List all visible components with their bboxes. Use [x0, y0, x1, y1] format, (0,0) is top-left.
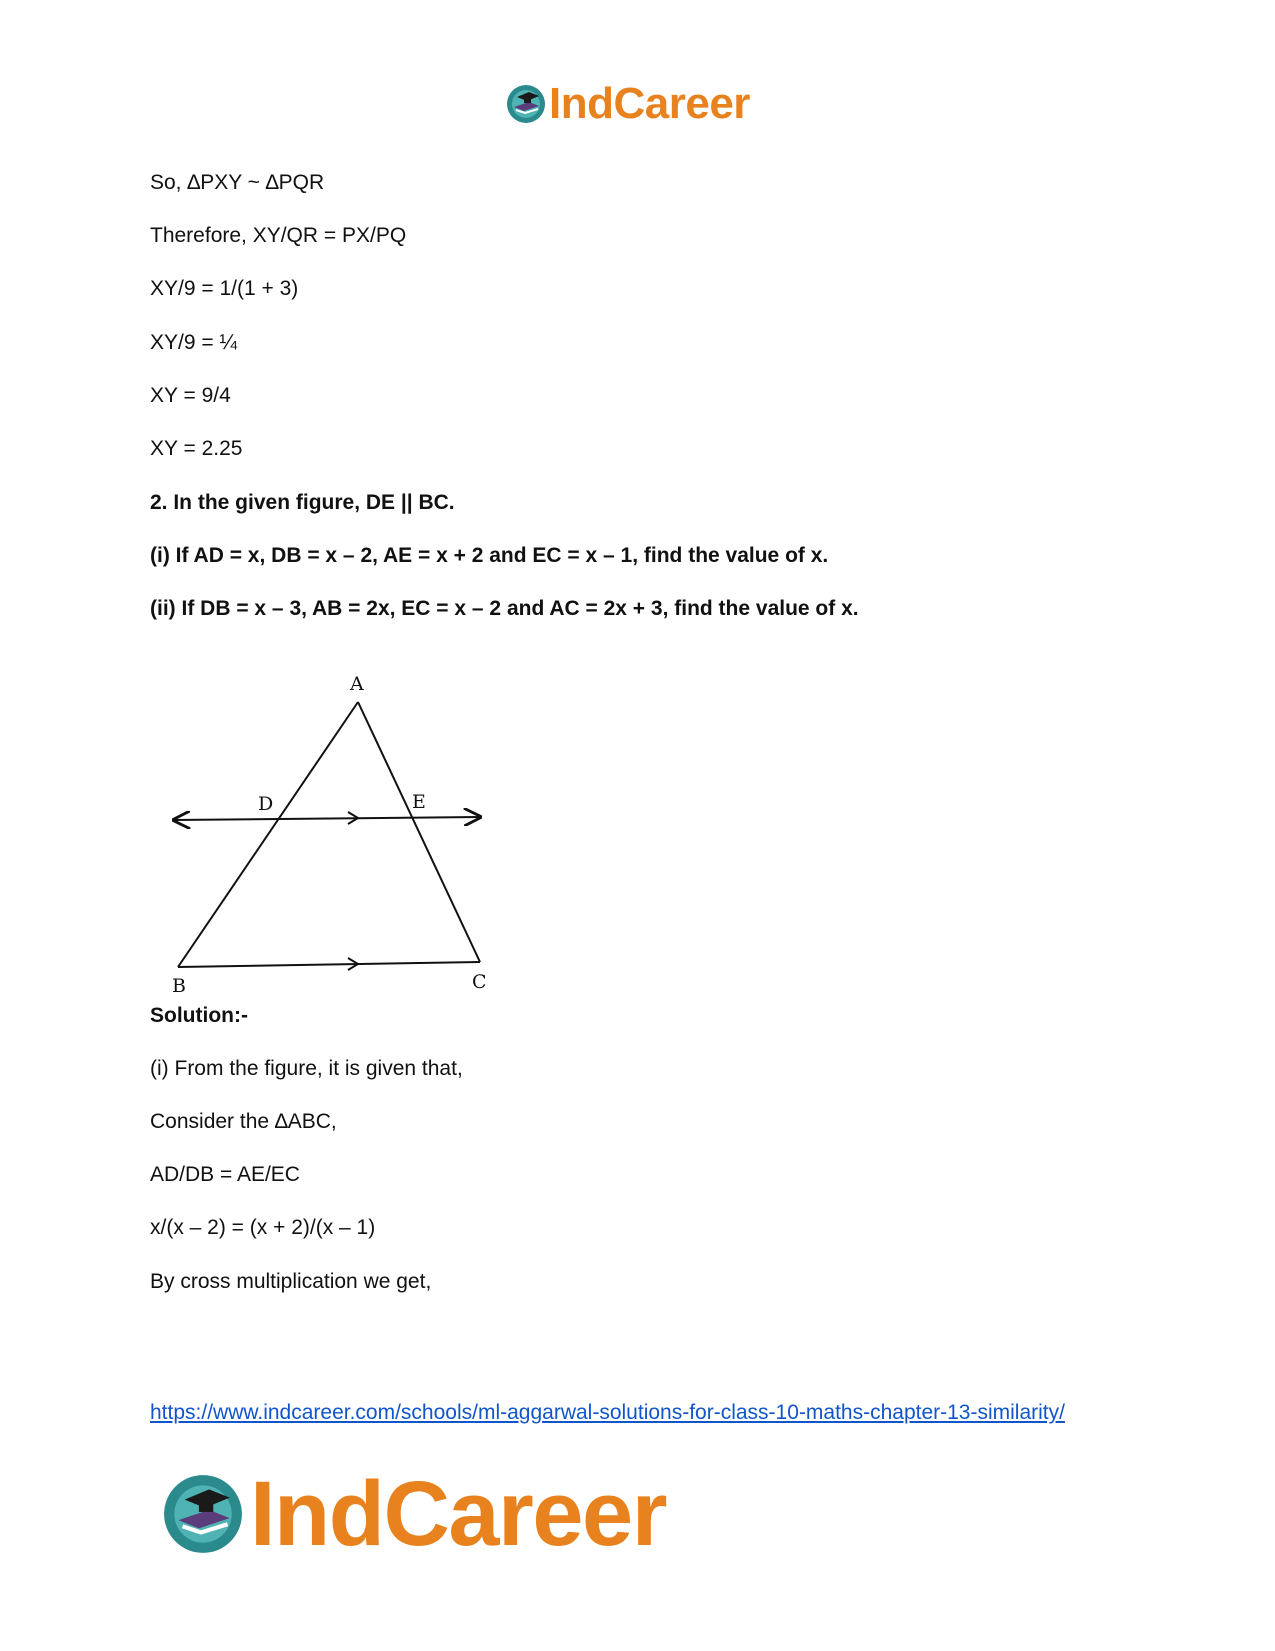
side-ac	[358, 702, 480, 962]
vertex-label-c: C	[472, 971, 487, 993]
graduation-book-icon	[505, 83, 547, 125]
side-ab	[178, 702, 358, 967]
text-line: So, ∆PXY ~ ∆PQR	[150, 171, 325, 194]
question-heading: 2. In the given figure, DE || BC.	[150, 491, 455, 514]
vertex-label-a: A	[350, 673, 364, 695]
text-line: XY = 2.25	[150, 437, 243, 460]
source-link[interactable]: https://www.indcareer.com/schools/ml-aggarwal-solutions-for-class-10-maths-chapter-13-similarity/	[150, 1401, 1065, 1424]
question-part-i: (i) If AD = x, DB = x – 2, AE = x + 2 and EC = x – 1, find the value of x.	[150, 544, 829, 567]
text-line: AD/DB = AE/EC	[150, 1163, 300, 1186]
text-line: By cross multiplication we get,	[150, 1270, 432, 1293]
text-line: XY = 9/4	[150, 384, 231, 407]
triangle-figure	[150, 668, 520, 1013]
vertex-label-e: E	[412, 791, 426, 813]
text-line: (i) From the figure, it is given that,	[150, 1057, 463, 1080]
brand-name: IndCareer	[549, 79, 750, 128]
text-line: XY/9 = ¼	[150, 331, 237, 354]
text-line: Therefore, XY/QR = PX/PQ	[150, 224, 407, 247]
vertex-label-d: D	[258, 793, 274, 815]
header-logo	[505, 80, 750, 128]
solution-heading: Solution:-	[150, 1004, 248, 1027]
text-line: XY/9 = 1/(1 + 3)	[150, 277, 299, 300]
brand-name: IndCareer	[250, 1463, 666, 1565]
text-line: x/(x – 2) = (x + 2)/(x – 1)	[150, 1216, 376, 1239]
side-bc	[178, 962, 480, 967]
footer-logo	[160, 1463, 666, 1565]
question-part-ii: (ii) If DB = x – 3, AB = 2x, EC = x – 2 and AC = 2x + 3, find the value of x.	[150, 597, 859, 620]
line-de	[174, 817, 480, 820]
graduation-book-icon	[160, 1471, 246, 1557]
text-line: Consider the ∆ABC,	[150, 1110, 337, 1133]
vertex-label-b: B	[172, 975, 186, 997]
